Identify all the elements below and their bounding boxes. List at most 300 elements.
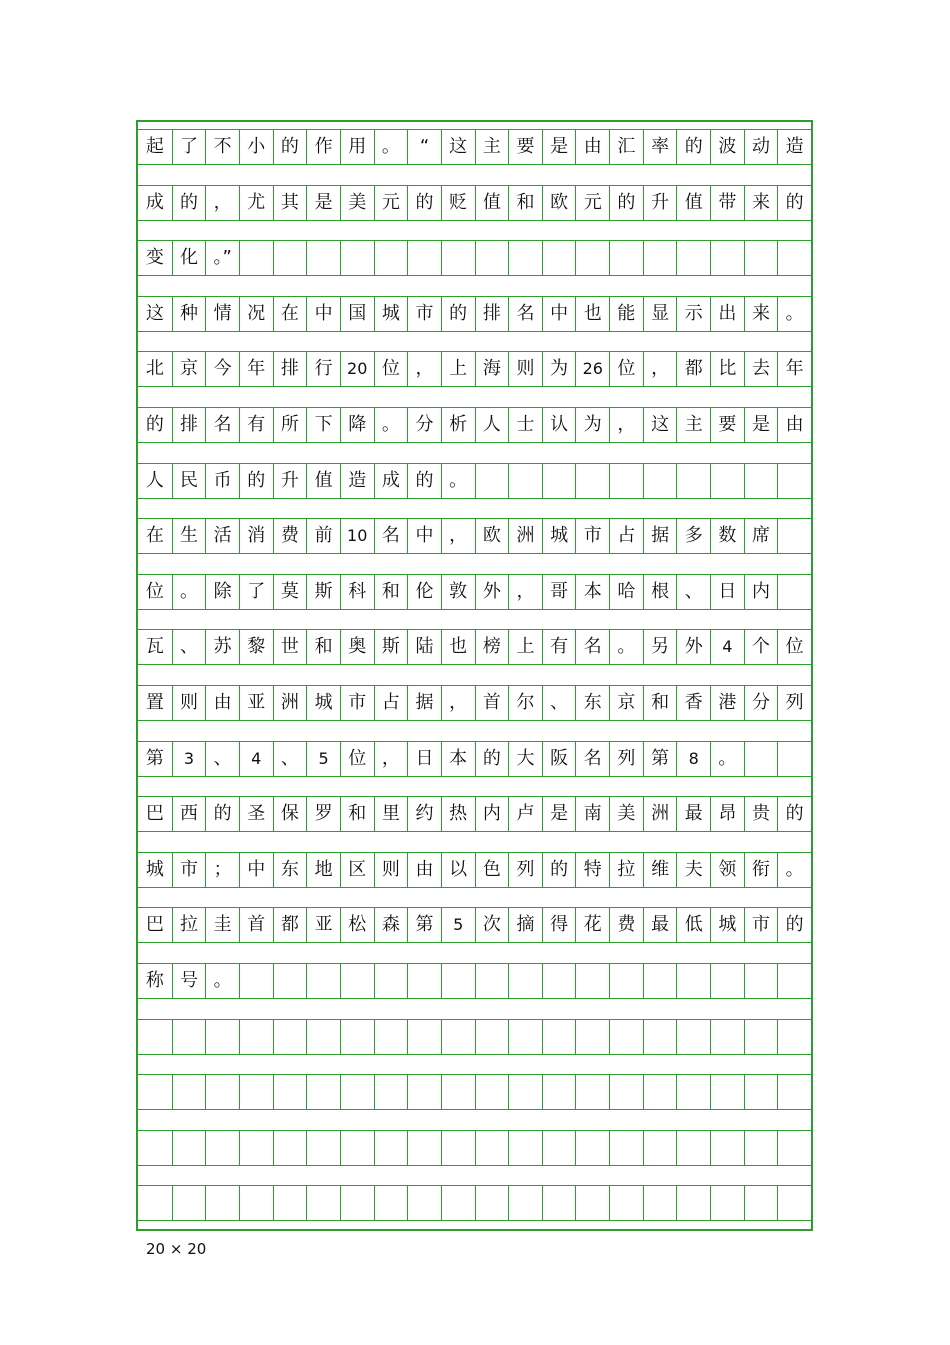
grid-cell: 和 [508, 186, 542, 220]
grid-cell: 京 [172, 352, 206, 386]
grid-cell [239, 1131, 273, 1165]
grid-cell: 。 [710, 742, 744, 776]
grid-cell: 要 [508, 130, 542, 164]
grid-row [138, 1019, 811, 1055]
grid-cell: 值 [306, 464, 340, 498]
grid-cell: 市 [575, 519, 609, 553]
grid-cell: 分 [407, 408, 441, 442]
grid-cell: 、 [172, 630, 206, 664]
grid-cell [239, 1186, 273, 1220]
grid-cell: 来 [744, 297, 778, 331]
grid-cell: 名 [205, 408, 239, 442]
grid-cell [609, 964, 643, 998]
grid-cell: 外 [676, 630, 710, 664]
grid-cell: ， [407, 352, 441, 386]
grid-cell: 奥 [340, 630, 374, 664]
grid-cell: 升 [273, 464, 307, 498]
grid-cell: 、 [205, 742, 239, 776]
grid-cell: 生 [172, 519, 206, 553]
grid-cell: 排 [172, 408, 206, 442]
grid-cell: 北 [145, 358, 164, 380]
grid-cell: 的 [475, 742, 509, 776]
grid-cell [172, 1020, 206, 1054]
grid-cell [643, 1020, 677, 1054]
grid-cell: 除 [205, 575, 239, 609]
grid-size-label: 20 × 20 [146, 1240, 207, 1258]
grid-cell: 圣 [239, 797, 273, 831]
grid-cell: 首 [239, 908, 273, 942]
grid-cell: 本 [441, 742, 475, 776]
grid-cell: 东 [575, 686, 609, 720]
grid-cell [172, 1131, 206, 1165]
grid-cell: 国 [340, 297, 374, 331]
grid-cell: 得 [542, 908, 576, 942]
grid-cell: 小 [239, 130, 273, 164]
grid-cell: 5 [306, 742, 340, 776]
grid-cell [710, 1186, 744, 1220]
grid-cell: 根 [643, 575, 677, 609]
grid-cell: 要 [710, 408, 744, 442]
grid-cell: 巴 [145, 914, 164, 936]
grid-cell: 色 [475, 853, 509, 887]
grid-cell: 年 [777, 352, 811, 386]
grid-cell: 的 [542, 853, 576, 887]
grid-cell: 称 [145, 970, 164, 991]
grid-cell [306, 964, 340, 998]
grid-cell: 成 [374, 464, 408, 498]
grid-cell [575, 1075, 609, 1109]
grid-cell [508, 464, 542, 498]
grid-cell [475, 1020, 509, 1054]
grid-cell: 洲 [508, 519, 542, 553]
grid-cell: 中 [542, 297, 576, 331]
grid-cell [205, 1186, 239, 1220]
grid-cell [508, 1075, 542, 1109]
grid-cell: 伦 [407, 575, 441, 609]
grid-cell: 的 [145, 414, 164, 435]
grid-cell [340, 964, 374, 998]
grid-cell: 城 [306, 686, 340, 720]
grid-cell: 为 [575, 408, 609, 442]
grid-cell [306, 1186, 340, 1220]
grid-cell: 次 [475, 908, 509, 942]
grid-row [138, 796, 811, 832]
grid-cell: 不 [205, 130, 239, 164]
grid-cell: 由 [777, 408, 811, 442]
grid-cell [441, 1131, 475, 1165]
grid-cell: 则 [374, 853, 408, 887]
grid-cell [777, 1020, 811, 1054]
grid-cell: 置 [145, 692, 164, 713]
grid-cell: 第 [643, 742, 677, 776]
grid-cell: 则 [508, 352, 542, 386]
grid-cell: 。” [205, 241, 239, 275]
grid-cell: 年 [239, 352, 273, 386]
grid-cell: 香 [676, 686, 710, 720]
grid-cell [374, 1131, 408, 1165]
grid-cell [407, 1075, 441, 1109]
grid-cell: 作 [306, 130, 340, 164]
grid-cell: 斯 [374, 630, 408, 664]
grid-cell: 花 [575, 908, 609, 942]
grid-cell: 的 [273, 130, 307, 164]
grid-cell: 尔 [508, 686, 542, 720]
grid-cell: 其 [273, 186, 307, 220]
grid-cell: 的 [777, 908, 811, 942]
grid-cell [710, 1131, 744, 1165]
grid-cell [643, 1131, 677, 1165]
grid-cell [475, 241, 509, 275]
grid-cell [744, 1131, 778, 1165]
grid-cell: 主 [475, 130, 509, 164]
grid-cell: 况 [239, 297, 273, 331]
grid-cell: 尤 [239, 186, 273, 220]
grid-cell: 的 [205, 797, 239, 831]
grid-cell: 的 [609, 186, 643, 220]
grid-cell: 了 [239, 575, 273, 609]
grid-cell: 市 [340, 686, 374, 720]
grid-cell: 元 [575, 186, 609, 220]
grid-cell [777, 1075, 811, 1109]
grid-cell: 首 [475, 686, 509, 720]
grid-cell [542, 1186, 576, 1220]
grid-cell: 拉 [609, 853, 643, 887]
grid-cell: 第 [145, 747, 164, 769]
grid-cell [374, 1020, 408, 1054]
grid-cell: 10 [340, 519, 374, 553]
grid-cell [542, 1075, 576, 1109]
grid-cell [676, 464, 710, 498]
grid-cell: 内 [475, 797, 509, 831]
grid-cell: 比 [710, 352, 744, 386]
grid-cell [508, 1020, 542, 1054]
grid-cell [710, 964, 744, 998]
grid-cell: 西 [172, 797, 206, 831]
grid-cell: 币 [205, 464, 239, 498]
grid-cell [239, 1020, 273, 1054]
grid-cell [138, 1186, 172, 1220]
grid-cell [239, 964, 273, 998]
grid-cell [542, 1020, 576, 1054]
grid-cell: 榜 [475, 630, 509, 664]
grid-cell [138, 1131, 172, 1165]
grid-cell: ， [508, 575, 542, 609]
grid-cell: 值 [475, 186, 509, 220]
grid-cell [273, 1186, 307, 1220]
grid-cell: 京 [609, 686, 643, 720]
grid-row [138, 1130, 811, 1166]
grid-row [138, 185, 811, 221]
grid-cell: 汇 [609, 130, 643, 164]
grid-cell: 是 [306, 186, 340, 220]
grid-cell: 有 [542, 630, 576, 664]
grid-cell [777, 1131, 811, 1165]
grid-cell [475, 964, 509, 998]
grid-cell: 的 [777, 186, 811, 220]
grid-cell: 3 [172, 742, 206, 776]
grid-cell: 排 [273, 352, 307, 386]
grid-cell: 为 [542, 352, 576, 386]
grid-cell: 洲 [273, 686, 307, 720]
grid-cell [575, 1131, 609, 1165]
grid-cell: 变 [145, 247, 164, 269]
grid-cell: 地 [306, 853, 340, 887]
grid-cell: 上 [441, 352, 475, 386]
grid-cell: 以 [441, 853, 475, 887]
grid-cell: 能 [609, 297, 643, 331]
grid-cell [374, 241, 408, 275]
grid-cell [508, 241, 542, 275]
grid-cell: 贬 [441, 186, 475, 220]
grid-cell [441, 964, 475, 998]
grid-cell: 亚 [306, 908, 340, 942]
grid-cell: 的 [172, 186, 206, 220]
grid-cell [340, 1186, 374, 1220]
grid-cell [306, 1075, 340, 1109]
grid-cell: 哥 [542, 575, 576, 609]
grid-cell: 来 [744, 186, 778, 220]
grid-cell: 领 [710, 853, 744, 887]
grid-row [138, 463, 811, 499]
grid-cell: 列 [777, 686, 811, 720]
grid-cell [575, 964, 609, 998]
grid-cell: 城 [374, 297, 408, 331]
grid-cell: 情 [205, 297, 239, 331]
grid-cell: 欧 [542, 186, 576, 220]
grid-cell: 哈 [609, 575, 643, 609]
grid-cell: 波 [710, 130, 744, 164]
grid-cell: 了 [172, 130, 206, 164]
grid-cell: 日 [407, 742, 441, 776]
grid-cell [676, 1075, 710, 1109]
grid-cell [609, 241, 643, 275]
grid-cell [340, 1020, 374, 1054]
grid-row [138, 1185, 811, 1221]
grid-cell: 化 [172, 241, 206, 275]
grid-cell [777, 964, 811, 998]
grid-cell: 卢 [508, 797, 542, 831]
grid-cell: 昂 [710, 797, 744, 831]
grid-cell: 人 [145, 469, 164, 491]
grid-row [138, 1074, 811, 1110]
grid-cell: 士 [508, 408, 542, 442]
grid-cell [710, 1075, 744, 1109]
grid-cell: 的 [777, 797, 811, 831]
grid-cell: 升 [643, 186, 677, 220]
grid-cell: 显 [643, 297, 677, 331]
grid-cell [172, 1075, 206, 1109]
grid-cell: 5 [441, 908, 475, 942]
grid-cell: 。 [777, 297, 811, 331]
grid-row [138, 685, 811, 721]
grid-cell: 。 [374, 130, 408, 164]
grid-cell [710, 241, 744, 275]
grid-cell: 由 [205, 686, 239, 720]
grid-cell: 费 [273, 519, 307, 553]
grid-cell: 这 [145, 302, 164, 324]
grid-cell: 分 [744, 686, 778, 720]
grid-cell: 。 [205, 964, 239, 998]
grid-cell: 名 [575, 630, 609, 664]
grid-cell: 认 [542, 408, 576, 442]
grid-cell: 。 [374, 408, 408, 442]
grid-cell [609, 1020, 643, 1054]
grid-cell: 亚 [239, 686, 273, 720]
grid-cell: 森 [374, 908, 408, 942]
grid-cell: 位 [340, 742, 374, 776]
grid-cell [441, 241, 475, 275]
grid-cell: 下 [306, 408, 340, 442]
grid-cell: 的 [676, 130, 710, 164]
grid-cell: 位 [374, 352, 408, 386]
grid-cell: 活 [205, 519, 239, 553]
grid-cell: 人 [475, 408, 509, 442]
grid-cell [575, 1186, 609, 1220]
grid-cell: 的 [407, 464, 441, 498]
grid-cell [407, 1186, 441, 1220]
grid-cell: ， [441, 519, 475, 553]
grid-cell [239, 1075, 273, 1109]
grid-cell [407, 1020, 441, 1054]
grid-cell: 也 [575, 297, 609, 331]
grid-cell [441, 1020, 475, 1054]
grid-cell: 是 [542, 130, 576, 164]
grid-row [138, 240, 811, 276]
grid-cell: 市 [172, 853, 206, 887]
grid-cell [744, 964, 778, 998]
grid-cell: 行 [306, 352, 340, 386]
manuscript-grid-sheet [136, 120, 813, 1231]
grid-cell: ， [205, 186, 239, 220]
grid-cell [374, 1186, 408, 1220]
grid-cell: 另 [643, 630, 677, 664]
grid-cell [643, 1186, 677, 1220]
grid-cell: 成 [145, 191, 164, 213]
grid-cell: 有 [239, 408, 273, 442]
grid-cell: 保 [273, 797, 307, 831]
grid-cell [138, 1020, 172, 1054]
grid-cell [273, 1131, 307, 1165]
grid-cell: 、 [676, 575, 710, 609]
grid-cell: 动 [744, 130, 778, 164]
grid-cell [340, 1075, 374, 1109]
grid-cell [777, 742, 811, 776]
grid-cell [676, 1131, 710, 1165]
grid-cell [475, 1131, 509, 1165]
grid-cell: 海 [475, 352, 509, 386]
grid-cell: 。 [441, 464, 475, 498]
grid-cell [676, 964, 710, 998]
grid-cell: 的 [239, 464, 273, 498]
grid-cell [508, 964, 542, 998]
grid-cell [643, 1075, 677, 1109]
grid-cell: 城 [542, 519, 576, 553]
grid-cell [609, 464, 643, 498]
grid-cell [609, 1186, 643, 1220]
grid-cell: ， [441, 686, 475, 720]
grid-cell: 前 [306, 519, 340, 553]
grid-cell [441, 1186, 475, 1220]
grid-cell: “ [407, 130, 441, 164]
grid-cell: 元 [374, 186, 408, 220]
grid-cell: 4 [710, 630, 744, 664]
grid-cell: 贵 [744, 797, 778, 831]
grid-cell [643, 964, 677, 998]
grid-cell: 大 [508, 742, 542, 776]
grid-row [138, 741, 811, 777]
grid-cell: 和 [306, 630, 340, 664]
grid-cell: 4 [239, 742, 273, 776]
grid-cell: 。 [777, 853, 811, 887]
grid-cell: 美 [340, 186, 374, 220]
grid-cell [710, 464, 744, 498]
grid-cell: 苏 [205, 630, 239, 664]
grid-cell: 本 [575, 575, 609, 609]
grid-cell: 20 [340, 352, 374, 386]
grid-row [138, 574, 811, 610]
grid-cell: 斯 [306, 575, 340, 609]
grid-cell: 据 [407, 686, 441, 720]
grid-cell: 都 [273, 908, 307, 942]
grid-cell [340, 241, 374, 275]
grid-cell [542, 241, 576, 275]
grid-cell [475, 1075, 509, 1109]
grid-cell [306, 241, 340, 275]
grid-cell: 造 [340, 464, 374, 498]
grid-cell [542, 464, 576, 498]
grid-cell: 这 [441, 130, 475, 164]
grid-row [138, 963, 811, 999]
grid-cell: 占 [374, 686, 408, 720]
grid-cell: 。 [609, 630, 643, 664]
grid-cell [306, 1131, 340, 1165]
grid-cell [676, 1020, 710, 1054]
grid-cell: 瓦 [145, 636, 164, 658]
grid-cell: 约 [407, 797, 441, 831]
grid-cell: 出 [710, 297, 744, 331]
grid-cell [643, 464, 677, 498]
grid-cell: 、 [273, 742, 307, 776]
grid-cell [777, 241, 811, 275]
grid-cell [744, 742, 778, 776]
grid-cell: 、 [542, 686, 576, 720]
grid-cell: 位 [609, 352, 643, 386]
grid-cell [441, 1075, 475, 1109]
grid-cell: 世 [273, 630, 307, 664]
grid-cell [609, 1131, 643, 1165]
grid-cell: 位 [145, 580, 164, 602]
grid-cell: 的 [407, 186, 441, 220]
grid-cell: 降 [340, 408, 374, 442]
grid-cell: 列 [508, 853, 542, 887]
grid-cell: 港 [710, 686, 744, 720]
grid-cell: 这 [643, 408, 677, 442]
grid-cell: 城 [145, 858, 164, 880]
grid-cell [475, 1186, 509, 1220]
grid-cell: 最 [643, 908, 677, 942]
grid-row [138, 296, 811, 332]
grid-cell: 洲 [643, 797, 677, 831]
grid-cell [407, 1131, 441, 1165]
grid-cell [508, 1186, 542, 1220]
grid-cell [575, 241, 609, 275]
grid-cell [575, 1020, 609, 1054]
grid-cell [306, 1020, 340, 1054]
grid-cell [710, 1020, 744, 1054]
grid-cell: 欧 [475, 519, 509, 553]
grid-row [138, 351, 811, 387]
grid-cell: 罗 [306, 797, 340, 831]
